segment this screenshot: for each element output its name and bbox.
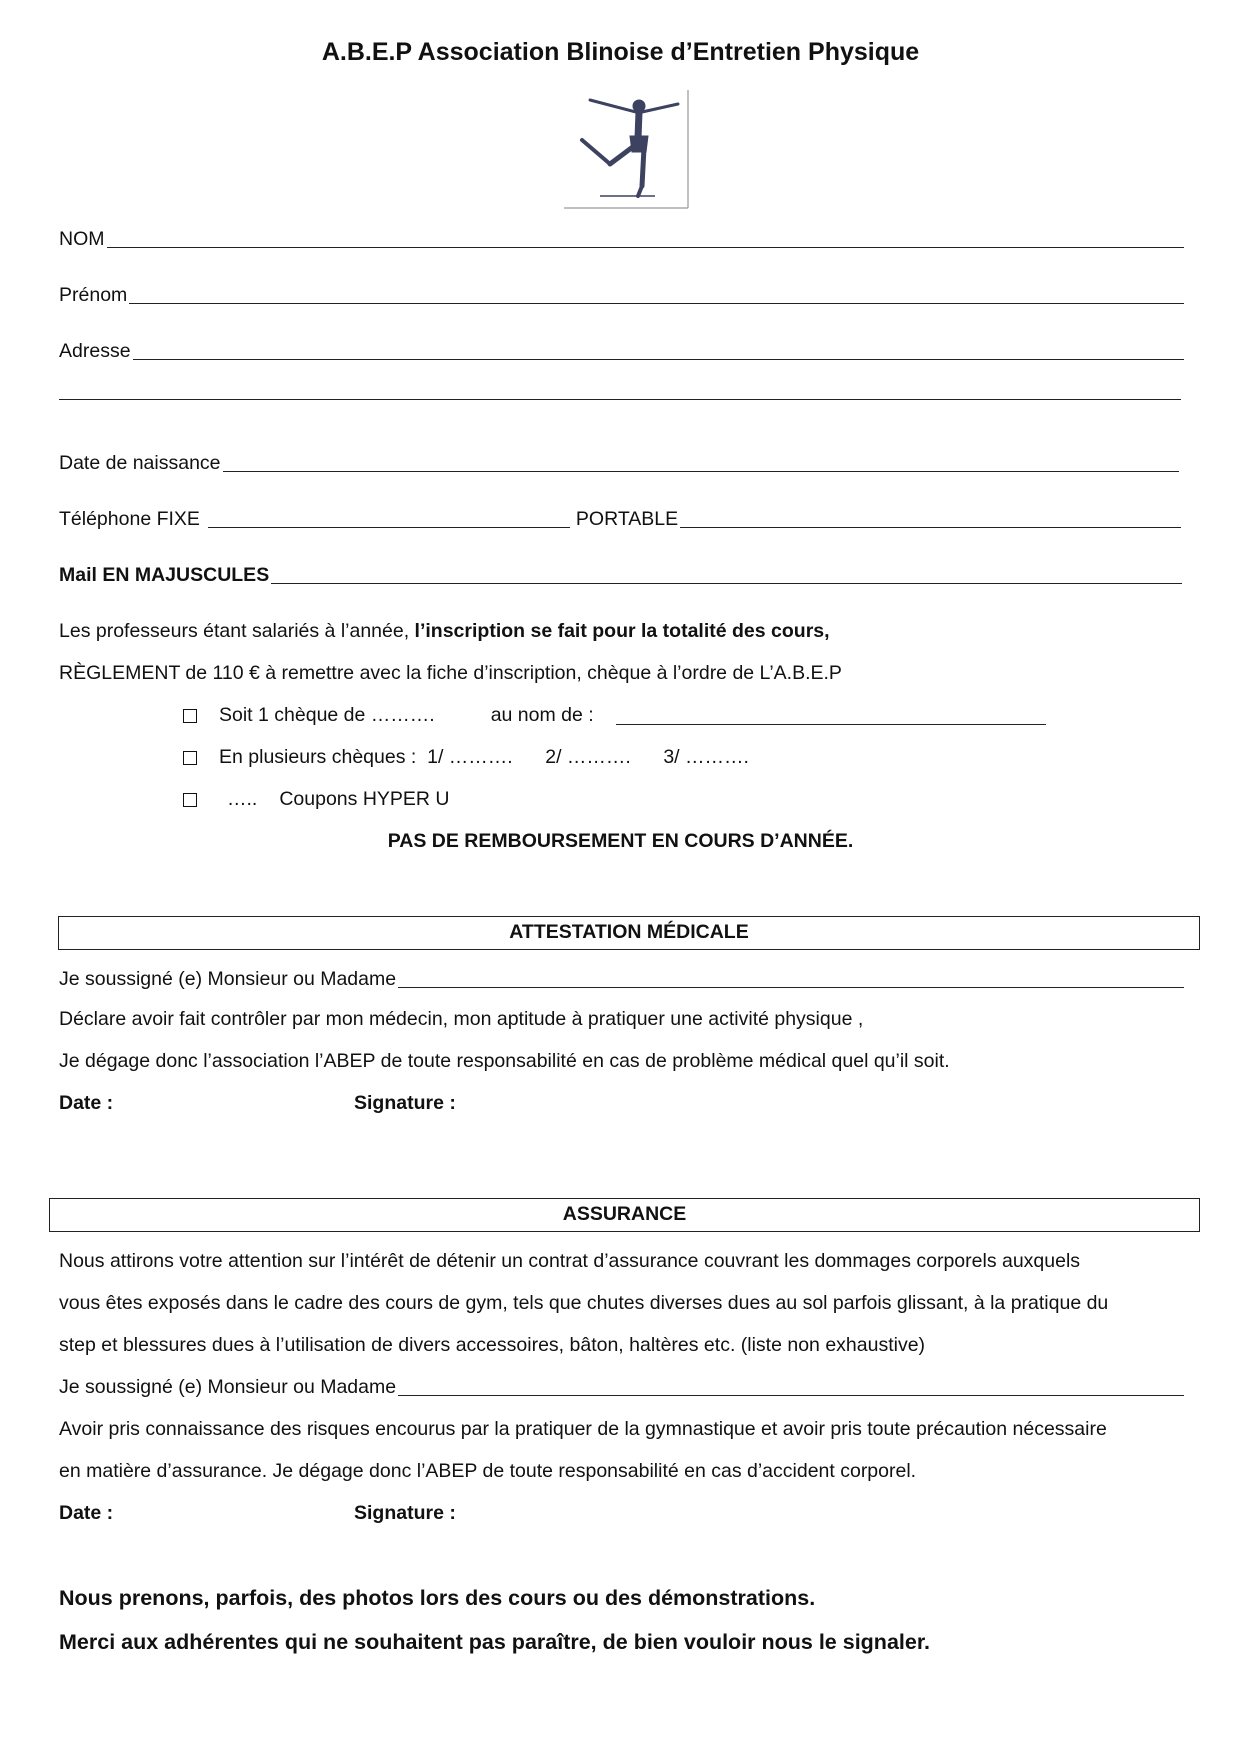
reglement-amount: RÈGLEMENT de 110 € à remettre avec la fiche d’inscription, chèque à l’ordre de L’A.B.E.P <box>59 662 842 684</box>
single-cheque-label: Soit 1 chèque de ………. <box>219 704 435 726</box>
assurance-heading: ASSURANCE <box>49 1198 1200 1232</box>
photo-notice-2: Merci aux adhérentes qui ne souhaitent pas paraître, de bien vouloir nous le signaler. <box>59 1630 930 1654</box>
multiple-cheques-checkbox[interactable] <box>183 751 197 765</box>
mail-label: Mail EN MAJUSCULES <box>59 564 270 586</box>
telephone-fixe-label: Téléphone FIXE <box>59 508 200 530</box>
telephone-fixe-line[interactable] <box>208 527 570 528</box>
single-cheque-checkbox[interactable] <box>183 709 197 723</box>
reglement-intro <box>59 620 830 643</box>
attestation-heading: ATTESTATION MÉDICALE <box>58 916 1200 950</box>
gymnast-logo-icon <box>560 88 690 210</box>
assurance-date-label: Date : <box>59 1502 114 1524</box>
nom-field[interactable] <box>59 228 1184 251</box>
nom-line[interactable] <box>107 247 1185 248</box>
portable-label: PORTABLE <box>575 508 679 530</box>
au-nom-de-line[interactable] <box>616 724 1046 725</box>
assurance-soussigne-label: Je soussigné (e) Monsieur ou Madame <box>59 1376 397 1398</box>
photo-notice-1: Nous prenons, parfois, des photos lors des cours ou des démonstrations. <box>59 1586 816 1610</box>
assurance-text-1: Nous attirons votre attention sur l’intérêt de détenir un contrat d’assurance couvrant les dommages corporels auxquels <box>59 1250 1081 1272</box>
page-title: A.B.E.P Association Blinoise d’Entretien Physique <box>321 38 920 66</box>
adresse-line[interactable] <box>133 359 1184 360</box>
assurance-text-5: en matière d’assurance. Je dégage donc l’ABEP de toute responsabilité en cas d’accident corporel. <box>59 1460 917 1482</box>
attestation-soussigne-line[interactable] <box>398 987 1184 988</box>
assurance-text-3: step et blessures dues à l’utilisation de divers accessoires, bâton, haltères etc. (liste non exhaustive) <box>59 1334 926 1356</box>
assurance-signature-label: Signature : <box>354 1502 456 1524</box>
prenom-field[interactable] <box>59 284 1184 307</box>
coupons-dots: ….. <box>227 788 258 810</box>
adresse-line-2[interactable] <box>59 399 1181 400</box>
assurance-text-2: vous êtes exposés dans le cadre des cours de gym, tels que chutes diverses dues au sol parfois glissant, à la pratique du <box>59 1292 1109 1314</box>
attestation-signature-label: Signature : <box>354 1092 456 1114</box>
naissance-label: Date de naissance <box>59 452 221 474</box>
adresse-label: Adresse <box>59 340 131 362</box>
option-single-cheque <box>183 704 1046 727</box>
coupons-checkbox[interactable] <box>183 793 197 807</box>
telephone-row <box>59 508 1181 531</box>
au-nom-de-label: au nom de : <box>490 704 594 726</box>
naissance-field[interactable] <box>59 452 1179 475</box>
attestation-date-label: Date : <box>59 1092 114 1114</box>
prenom-label: Prénom <box>59 284 128 306</box>
option-multiple-cheques <box>183 746 749 769</box>
prenom-line[interactable] <box>129 303 1184 304</box>
attestation-soussigne-field[interactable] <box>59 968 1184 991</box>
naissance-line[interactable] <box>223 471 1179 472</box>
assurance-text-4: Avoir pris connaissance des risques encourus par la pratiquer de la gymnastique et avoir pris toute précaution nécessaire <box>59 1418 1107 1440</box>
coupons-label: Coupons HYPER U <box>279 788 450 810</box>
assurance-soussigne-field[interactable] <box>59 1376 1184 1399</box>
option-coupons <box>183 788 450 811</box>
reglement-intro-text: Les professeurs étant salariés à l’année, <box>59 620 415 642</box>
nom-label: NOM <box>59 228 105 250</box>
mail-field[interactable] <box>59 564 1182 587</box>
attestation-soussigne-label: Je soussigné (e) Monsieur ou Madame <box>59 968 397 990</box>
attestation-text-2: Je dégage donc l’association l’ABEP de toute responsabilité en cas de problème médical quel qu’il soit. <box>59 1050 950 1072</box>
reglement-intro-bold: l’inscription se fait pour la totalité des cours, <box>414 620 830 642</box>
mail-line[interactable] <box>271 583 1182 584</box>
adresse-field[interactable] <box>59 340 1184 363</box>
assurance-soussigne-line[interactable] <box>398 1395 1184 1396</box>
no-refund-notice: PAS DE REMBOURSEMENT EN COURS D’ANNÉE. <box>387 830 854 852</box>
adresse-line-2-field[interactable] <box>59 396 1181 397</box>
portable-line[interactable] <box>680 527 1181 528</box>
attestation-text-1: Déclare avoir fait contrôler par mon médecin, mon aptitude à pratiquer une activité physique , <box>59 1008 864 1030</box>
multiple-cheques-label: En plusieurs chèques : 1/ ………. 2/ ………. 3/ ………. <box>219 746 749 768</box>
